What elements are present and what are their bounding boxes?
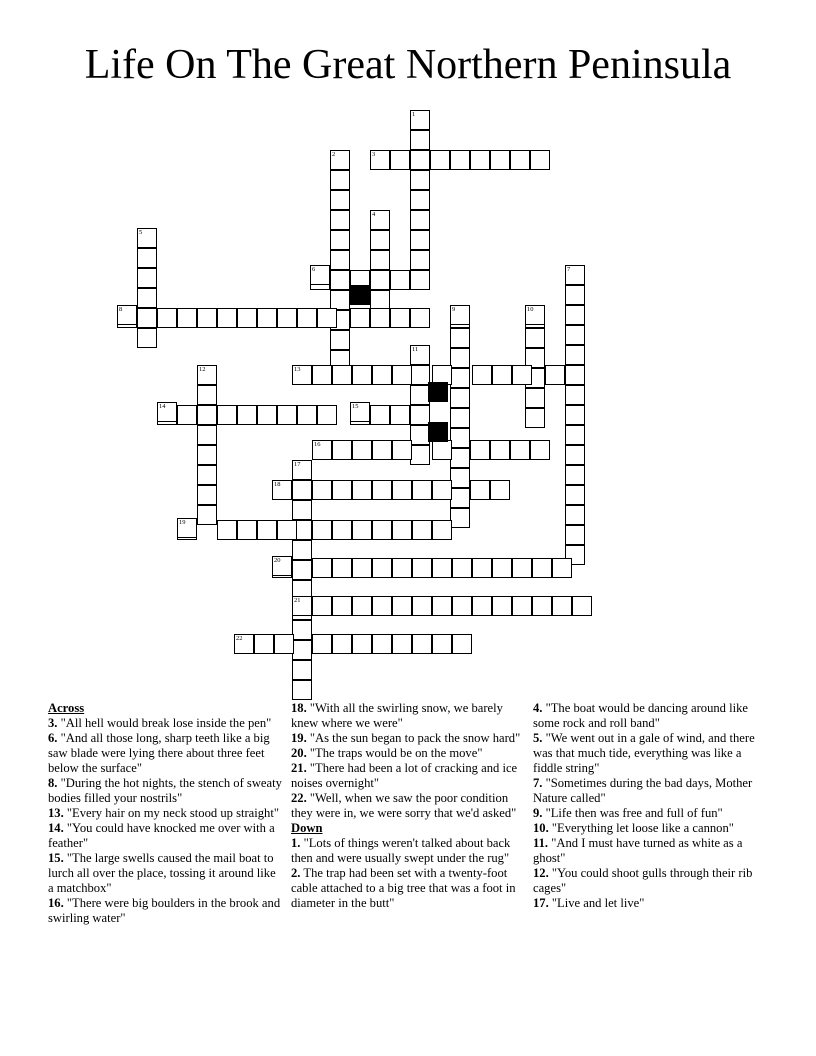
clue-number-label: 15.	[48, 851, 64, 865]
black-cell	[428, 422, 448, 442]
clue-text: "Life then was free and full of fun"	[542, 806, 723, 820]
grid-cell[interactable]	[352, 440, 372, 460]
clue-text: "Well, when we saw the poor condition they were in, we were sorry that we'd asked"	[291, 791, 517, 820]
grid-cell[interactable]	[452, 634, 472, 654]
grid-cell[interactable]	[197, 308, 217, 328]
clue-text: "The boat would be dancing around like some rock and roll band"	[533, 701, 748, 730]
clue-number: 22	[236, 635, 243, 642]
grid-cell[interactable]	[297, 308, 317, 328]
grid-cell[interactable]	[532, 558, 552, 578]
grid-cell[interactable]	[430, 150, 450, 170]
clue-item	[291, 866, 527, 911]
grid-cell[interactable]	[410, 270, 430, 290]
clue-text: "All hell would break lose inside the pen"	[57, 716, 272, 730]
numbered-cell[interactable]	[117, 305, 137, 325]
clue-number: 1	[412, 111, 416, 118]
grid-cell[interactable]	[330, 210, 350, 230]
grid-cell[interactable]	[292, 680, 312, 700]
clue-text: "Lots of things weren't talked about back then and were usually swept under the rug"	[291, 836, 511, 865]
grid-cell[interactable]	[292, 560, 312, 580]
grid-cell[interactable]	[257, 308, 277, 328]
grid-cell[interactable]	[137, 328, 157, 348]
grid-cell[interactable]	[450, 448, 470, 468]
grid-cell[interactable]	[274, 634, 294, 654]
clue-number-label: 4.	[533, 701, 543, 715]
grid-cell[interactable]	[565, 465, 585, 485]
clue-item	[48, 731, 284, 776]
grid-cell[interactable]	[472, 596, 492, 616]
black-cell	[350, 285, 370, 305]
clue-number-label: 20.	[291, 746, 307, 760]
grid-cell[interactable]	[292, 480, 312, 500]
grid-cell[interactable]	[237, 520, 257, 540]
grid-cell[interactable]	[552, 596, 572, 616]
grid-cell[interactable]	[390, 308, 410, 328]
numbered-cell[interactable]	[370, 150, 390, 170]
numbered-cell[interactable]	[410, 110, 430, 130]
grid-cell[interactable]	[412, 520, 432, 540]
clue-text: "Live and let live"	[548, 896, 645, 910]
grid-cell[interactable]	[352, 365, 372, 385]
clue-number-label: 6.	[48, 731, 58, 745]
grid-cell[interactable]	[312, 520, 332, 540]
numbered-cell[interactable]	[450, 305, 470, 325]
grid-cell[interactable]	[390, 270, 410, 290]
grid-cell[interactable]	[410, 130, 430, 150]
numbered-cell[interactable]	[197, 365, 217, 385]
grid-cell[interactable]	[565, 525, 585, 545]
grid-cell[interactable]	[370, 270, 390, 290]
grid-cell[interactable]	[565, 405, 585, 425]
numbered-cell[interactable]	[312, 440, 332, 460]
grid-cell[interactable]	[332, 480, 352, 500]
numbered-cell[interactable]	[310, 265, 330, 285]
grid-cell[interactable]	[352, 480, 372, 500]
grid-cell[interactable]	[297, 405, 317, 425]
grid-cell[interactable]	[332, 634, 352, 654]
numbered-cell[interactable]	[525, 305, 545, 325]
grid-cell[interactable]	[492, 596, 512, 616]
grid-cell[interactable]	[412, 480, 432, 500]
grid-cell[interactable]	[410, 308, 430, 328]
grid-cell[interactable]	[510, 440, 530, 460]
grid-cell[interactable]	[312, 596, 332, 616]
clue-number-label: 22.	[291, 791, 307, 805]
grid-cell[interactable]	[470, 480, 490, 500]
clue-item	[533, 896, 769, 911]
grid-cell[interactable]	[510, 150, 530, 170]
clue-item	[291, 761, 527, 791]
grid-cell[interactable]	[410, 385, 430, 405]
clue-column-1	[48, 701, 284, 926]
grid-cell[interactable]	[410, 365, 430, 385]
clue-number-label: 5.	[533, 731, 543, 745]
clue-text: "During the hot nights, the stench of sweaty bodies filled your nostrils"	[48, 776, 282, 805]
grid-cell[interactable]	[392, 520, 412, 540]
grid-cell[interactable]	[330, 250, 350, 270]
clue-number: 15	[352, 403, 359, 410]
grid-cell[interactable]	[450, 328, 470, 348]
grid-cell[interactable]	[292, 660, 312, 680]
grid-cell[interactable]	[312, 634, 332, 654]
grid-cell[interactable]	[532, 596, 552, 616]
grid-cell[interactable]	[292, 640, 312, 660]
grid-cell[interactable]	[352, 634, 372, 654]
clue-number: 3	[372, 151, 376, 158]
numbered-cell[interactable]	[292, 365, 312, 385]
grid-cell[interactable]	[370, 405, 390, 425]
clue-item	[291, 836, 527, 866]
clue-item	[533, 821, 769, 836]
grid-cell[interactable]	[330, 290, 350, 310]
grid-cell[interactable]	[565, 425, 585, 445]
grid-cell[interactable]	[410, 425, 430, 445]
grid-cell[interactable]	[432, 596, 452, 616]
clue-number: 5	[139, 229, 143, 236]
clue-item	[533, 701, 769, 731]
grid-cell[interactable]	[390, 150, 410, 170]
grid-cell[interactable]	[372, 634, 392, 654]
clue-number-label: 12.	[533, 866, 549, 880]
numbered-cell[interactable]	[350, 402, 370, 422]
grid-cell[interactable]	[492, 558, 512, 578]
grid-cell[interactable]	[565, 485, 585, 505]
grid-cell[interactable]	[565, 345, 585, 365]
numbered-cell[interactable]	[272, 556, 292, 576]
grid-cell[interactable]	[352, 558, 372, 578]
grid-cell[interactable]	[450, 428, 470, 448]
grid-cell[interactable]	[352, 520, 372, 540]
grid-cell[interactable]	[392, 440, 412, 460]
clue-number-label: 18.	[291, 701, 307, 715]
clue-text: "There had been a lot of cracking and ice noises overnight"	[291, 761, 518, 790]
grid-cell[interactable]	[137, 288, 157, 308]
clue-number-label: 16.	[48, 896, 64, 910]
grid-cell[interactable]	[292, 500, 312, 520]
clue-text: "With all the swirling snow, we barely knew where we were"	[291, 701, 503, 730]
grid-cell[interactable]	[392, 634, 412, 654]
clue-number: 20	[274, 557, 281, 564]
grid-cell[interactable]	[177, 405, 197, 425]
grid-cell[interactable]	[492, 365, 512, 385]
clue-item	[291, 746, 527, 761]
grid-cell[interactable]	[410, 405, 430, 425]
clue-text: "The large swells caused the mail boat to lurch all over the place, tossing it around like a matchbox"	[48, 851, 276, 895]
grid-cell[interactable]	[432, 520, 452, 540]
grid-cell[interactable]	[512, 596, 532, 616]
grid-cell[interactable]	[565, 445, 585, 465]
grid-cell[interactable]	[432, 440, 452, 460]
grid-cell[interactable]	[450, 508, 470, 528]
grid-cell[interactable]	[412, 634, 432, 654]
grid-cell[interactable]	[330, 330, 350, 350]
clue-item	[48, 806, 284, 821]
grid-cell[interactable]	[472, 365, 492, 385]
grid-cell[interactable]	[332, 596, 352, 616]
clue-item	[48, 896, 284, 926]
clue-text: "And all those long, sharp teeth like a big saw blade were lying there about three feet below the surface"	[48, 731, 270, 775]
grid-cell[interactable]	[525, 408, 545, 428]
grid-cell[interactable]	[372, 596, 392, 616]
clue-number: 14	[159, 403, 166, 410]
across-header: Across	[48, 701, 85, 715]
clue-number-label: 13.	[48, 806, 64, 820]
grid-cell[interactable]	[332, 440, 352, 460]
clue-number: 8	[119, 306, 123, 313]
grid-cell[interactable]	[197, 425, 217, 445]
grid-cell[interactable]	[412, 596, 432, 616]
grid-cell[interactable]	[412, 558, 432, 578]
clue-item	[291, 701, 527, 731]
grid-cell[interactable]	[472, 558, 492, 578]
grid-cell[interactable]	[372, 520, 392, 540]
clue-number: 12	[199, 366, 206, 373]
numbered-cell[interactable]	[410, 345, 430, 365]
clue-number-label: 8.	[48, 776, 58, 790]
grid-cell[interactable]	[332, 520, 352, 540]
grid-cell[interactable]	[217, 520, 237, 540]
numbered-cell[interactable]	[234, 634, 254, 654]
grid-cell[interactable]	[372, 480, 392, 500]
clue-text: "We went out in a gale of wind, and there was that much tide, everything was like a fiddle string"	[533, 731, 755, 775]
grid-cell[interactable]	[410, 190, 430, 210]
grid-cell[interactable]	[410, 445, 430, 465]
grid-cell[interactable]	[292, 620, 312, 640]
numbered-cell[interactable]	[330, 150, 350, 170]
grid-cell[interactable]	[137, 308, 157, 328]
down-header: Down	[291, 821, 323, 835]
grid-cell[interactable]	[450, 488, 470, 508]
clue-text: The trap had been set with a twenty-foot cable attached to a big tree that was a foot in diameter in the butt"	[291, 866, 516, 910]
grid-cell[interactable]	[277, 405, 297, 425]
clue-text: "You could shoot gulls through their rib cages"	[533, 866, 753, 895]
clue-number: 11	[412, 346, 419, 353]
clue-item	[291, 791, 527, 821]
clue-number: 13	[294, 366, 301, 373]
grid-cell[interactable]	[370, 308, 390, 328]
clue-number-label: 7.	[533, 776, 543, 790]
clue-item	[533, 836, 769, 866]
clue-item	[48, 821, 284, 851]
clue-number: 7	[567, 266, 571, 273]
page-title: Life On The Great Northern Peninsula	[84, 42, 732, 88]
grid-cell[interactable]	[330, 190, 350, 210]
grid-cell[interactable]	[257, 405, 277, 425]
clue-number: 17	[294, 461, 301, 468]
grid-cell[interactable]	[330, 230, 350, 250]
clue-text: "Everything let loose like a cannon"	[548, 821, 734, 835]
grid-cell[interactable]	[565, 285, 585, 305]
grid-cell[interactable]	[565, 305, 585, 325]
grid-cell[interactable]	[572, 596, 592, 616]
numbered-cell[interactable]	[272, 480, 292, 500]
grid-cell[interactable]	[330, 270, 350, 290]
grid-cell[interactable]	[197, 445, 217, 465]
numbered-cell[interactable]	[370, 210, 390, 230]
grid-cell[interactable]	[490, 440, 510, 460]
clue-item	[48, 716, 284, 731]
grid-cell[interactable]	[450, 388, 470, 408]
grid-cell[interactable]	[197, 505, 217, 525]
grid-cell[interactable]	[257, 520, 277, 540]
grid-cell[interactable]	[370, 230, 390, 250]
grid-cell[interactable]	[470, 440, 490, 460]
clue-number-label: 1.	[291, 836, 301, 850]
clue-item	[291, 731, 527, 746]
grid-cell[interactable]	[432, 480, 452, 500]
grid-cell[interactable]	[197, 385, 217, 405]
grid-cell[interactable]	[450, 408, 470, 428]
numbered-cell[interactable]	[157, 402, 177, 422]
grid-cell[interactable]	[137, 268, 157, 288]
grid-cell[interactable]	[312, 365, 332, 385]
clue-item	[48, 776, 284, 806]
clue-text: "Every hair on my neck stood up straight"	[63, 806, 279, 820]
clue-column-2	[291, 701, 527, 911]
grid-cell[interactable]	[512, 558, 532, 578]
grid-cell[interactable]	[217, 308, 237, 328]
grid-cell[interactable]	[565, 385, 585, 405]
grid-cell[interactable]	[372, 365, 392, 385]
grid-cell[interactable]	[197, 465, 217, 485]
clue-number: 18	[274, 481, 281, 488]
grid-cell[interactable]	[565, 325, 585, 345]
grid-cell[interactable]	[317, 308, 337, 328]
grid-cell[interactable]	[157, 308, 177, 328]
numbered-cell[interactable]	[137, 228, 157, 248]
grid-cell[interactable]	[352, 596, 372, 616]
grid-cell[interactable]	[525, 328, 545, 348]
clue-number: 21	[294, 597, 301, 604]
clue-number-label: 9.	[533, 806, 543, 820]
grid-cell[interactable]	[237, 308, 257, 328]
black-cell	[428, 382, 448, 402]
clue-item	[533, 806, 769, 821]
grid-cell[interactable]	[565, 505, 585, 525]
grid-cell[interactable]	[490, 480, 510, 500]
grid-cell[interactable]	[197, 485, 217, 505]
grid-cell[interactable]	[277, 308, 297, 328]
clue-text: "And I must have turned as white as a ghost"	[533, 836, 743, 865]
grid-cell[interactable]	[312, 480, 332, 500]
grid-cell[interactable]	[565, 365, 585, 385]
grid-cell[interactable]	[177, 308, 197, 328]
grid-cell[interactable]	[432, 558, 452, 578]
clue-number: 10	[527, 306, 534, 313]
grid-cell[interactable]	[410, 210, 430, 230]
clue-number-label: 2.	[291, 866, 301, 880]
grid-cell[interactable]	[370, 250, 390, 270]
clue-item	[533, 866, 769, 896]
grid-cell[interactable]	[450, 348, 470, 368]
grid-cell[interactable]	[372, 440, 392, 460]
grid-cell[interactable]	[410, 170, 430, 190]
numbered-cell[interactable]	[292, 460, 312, 480]
grid-cell[interactable]	[410, 230, 430, 250]
clue-item	[533, 776, 769, 806]
clue-number-label: 17.	[533, 896, 549, 910]
clue-number-label: 11.	[533, 836, 549, 850]
grid-cell[interactable]	[392, 558, 412, 578]
grid-cell[interactable]	[450, 468, 470, 488]
grid-cell[interactable]	[525, 388, 545, 408]
clue-number-label: 19.	[291, 731, 307, 745]
grid-cell[interactable]	[512, 365, 532, 385]
grid-cell[interactable]	[217, 405, 237, 425]
clue-column-3	[533, 701, 769, 911]
grid-cell[interactable]	[450, 368, 470, 388]
grid-cell[interactable]	[277, 520, 297, 540]
grid-cell[interactable]	[370, 290, 390, 310]
grid-cell[interactable]	[317, 405, 337, 425]
grid-cell[interactable]	[392, 480, 412, 500]
grid-cell[interactable]	[292, 540, 312, 560]
grid-cell[interactable]	[530, 150, 550, 170]
grid-cell[interactable]	[137, 248, 157, 268]
clue-item	[533, 731, 769, 776]
numbered-cell[interactable]	[177, 518, 197, 538]
clue-number: 16	[314, 441, 321, 448]
grid-cell[interactable]	[237, 405, 257, 425]
clue-number-label: 3.	[48, 716, 58, 730]
clue-number: 9	[452, 306, 456, 313]
clue-item	[48, 851, 284, 896]
grid-cell[interactable]	[312, 558, 332, 578]
grid-cell[interactable]	[432, 634, 452, 654]
grid-cell[interactable]	[450, 150, 470, 170]
grid-cell[interactable]	[452, 558, 472, 578]
grid-cell[interactable]	[530, 440, 550, 460]
grid-cell[interactable]	[350, 308, 370, 328]
clue-number: 2	[332, 151, 336, 158]
grid-cell[interactable]	[470, 150, 490, 170]
grid-cell[interactable]	[332, 365, 352, 385]
clue-number-label: 14.	[48, 821, 64, 835]
grid-cell[interactable]	[390, 405, 410, 425]
clue-number: 6	[312, 266, 316, 273]
grid-cell[interactable]	[452, 596, 472, 616]
clue-number-label: 10.	[533, 821, 549, 835]
clue-text: "There were big boulders in the brook and swirling water"	[48, 896, 281, 925]
clue-text: "Sometimes during the bad days, Mother Nature called"	[533, 776, 753, 805]
clue-text: "You could have knocked me over with a feather"	[48, 821, 275, 850]
grid-cell[interactable]	[372, 558, 392, 578]
grid-cell[interactable]	[254, 634, 274, 654]
grid-cell[interactable]	[490, 150, 510, 170]
clue-text: "The traps would be on the move"	[306, 746, 483, 760]
grid-cell[interactable]	[392, 596, 412, 616]
grid-cell[interactable]	[392, 365, 412, 385]
numbered-cell[interactable]	[292, 596, 312, 616]
grid-cell[interactable]	[410, 150, 430, 170]
clue-number: 19	[179, 519, 186, 526]
clue-text: "As the sun began to pack the snow hard"	[306, 731, 521, 745]
grid-cell[interactable]	[545, 365, 565, 385]
grid-cell[interactable]	[197, 405, 217, 425]
grid-cell[interactable]	[410, 250, 430, 270]
grid-cell[interactable]	[332, 558, 352, 578]
grid-cell[interactable]	[552, 558, 572, 578]
numbered-cell[interactable]	[565, 265, 585, 285]
clue-number-label: 21.	[291, 761, 307, 775]
grid-cell[interactable]	[330, 170, 350, 190]
clue-number: 4	[372, 211, 376, 218]
